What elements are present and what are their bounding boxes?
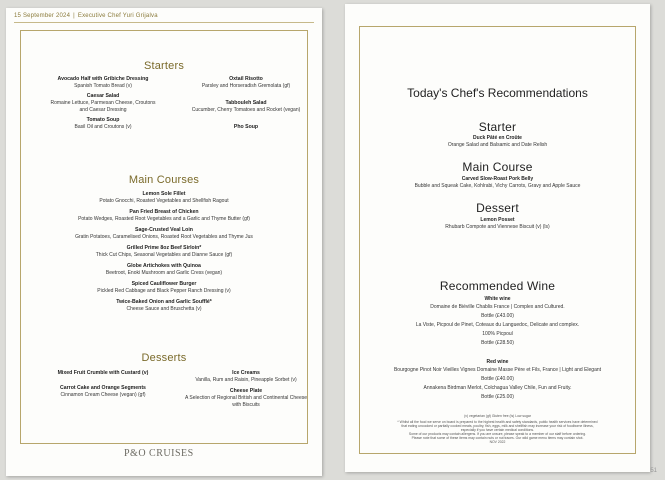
main-courses-heading: Main Courses: [128, 174, 200, 186]
dish-name: Tomato Soup: [86, 117, 120, 123]
desserts-right-column: [171, 370, 321, 412]
starter-item: [28, 76, 178, 90]
rec-starter-desc: Orange Salad and Balsamic and Date Relish: [447, 142, 548, 148]
wine-line: Bottle (£28.50): [481, 340, 514, 346]
footnote: especially if you have certain medical conditions.: [460, 428, 535, 432]
footnote: Please note that some of these items may contain nuts or nut traces. Our wild game menu items may contain shot.: [411, 436, 584, 440]
dish-name: Globe Artichokes with Quinoa: [127, 263, 201, 269]
dish-name: Oxtail Risotto: [229, 76, 263, 82]
dish-desc: Basil Oil and Croutons (v): [74, 124, 132, 130]
dish-name: Pho Soup: [233, 124, 259, 130]
wine-line: Annakena Birdman Merlot, Colchagua Valley Chile, Fun and Fruity.: [423, 385, 572, 391]
main-item: [6, 281, 322, 295]
dish-desc: Gratin Potatoes, Caramelised Onions, Roasted Root Vegetables and Thyme Jus: [75, 234, 253, 240]
rec-main-desc: Bubble and Squeak Cake, Kohlrabi, Vichy Carrots, Gravy and Apple Sauce: [414, 183, 581, 189]
dish-desc: Pickled Red Cabbage and Black Pepper Ranch Dressing (v): [97, 288, 231, 294]
dish-desc: Potato Gnocchi, Roasted Vegetables and Shellfish Ragout: [99, 198, 229, 204]
starter-heading: Starter: [478, 120, 517, 134]
main-item: [6, 263, 322, 277]
starters-left-column: [28, 76, 178, 134]
rec-main-name: Carved Slow-Roast Pork Belly: [461, 176, 534, 182]
dish-desc: Cinnamon Cream Cheese (vegan) (gf): [60, 392, 146, 398]
wine-line: Bottle (£43.00): [481, 313, 514, 319]
dessert-heading: Dessert: [476, 201, 519, 215]
wine-line: Bottle (£25.00): [481, 394, 514, 400]
footnote: (v) vegetarian (gf) Gluten free (ls) Low sugar: [464, 414, 531, 418]
dish-name: Spiced Cauliflower Burger: [131, 281, 197, 287]
starter-item: [28, 93, 178, 114]
main-courses-list: [6, 191, 322, 317]
header-chef: Executive Chef Yuri Grijalva: [77, 13, 158, 19]
dish-desc: Cheese Sauce and Bruschetta (v): [126, 306, 202, 312]
dish-name: Cheese Plate: [229, 388, 263, 394]
header-separator: |: [73, 13, 75, 19]
po-cruises-logo: P&O CRUISES: [124, 448, 194, 459]
main-course-heading: Main Course: [462, 160, 533, 174]
starters-right-column: [171, 76, 321, 134]
starter-item: [171, 124, 321, 131]
dish-name: Grilled Prime 8oz Beef Sirloin*: [126, 245, 202, 251]
dish-name: Avocado Half with Gribiche Dressing: [57, 76, 149, 82]
dish-name: Pan Fried Breast of Chicken: [129, 209, 199, 215]
dessert-item: [171, 388, 321, 409]
desserts-left-column: [28, 370, 178, 402]
dish-desc: Spanish Tomato Bread (v): [74, 83, 132, 89]
dish-name: Sage-Crusted Veal Loin: [135, 227, 193, 233]
dessert-item: [28, 385, 178, 399]
footnote: Some of our products may contain allergens. If you are unsure, please speak to a member of our staff before ordering.: [408, 432, 587, 436]
dish-desc: Parsley and Horseradish Gremolata (gf): [201, 83, 291, 89]
footnote: * Whilst all the food we serve on board is prepared to the highest health and safety standards, public health services have determined: [397, 420, 598, 424]
main-item: [6, 245, 322, 259]
starter-item: [171, 100, 321, 114]
dish-name: Lemon Sole Fillet: [142, 191, 186, 197]
starter-item: [28, 117, 178, 131]
right-recommendations-page: [345, 4, 650, 472]
dish-desc: Potato Wedges, Roasted Root Vegetables and a Garlic and Thyme Butter (gf): [78, 216, 250, 222]
left-menu-page: [6, 8, 322, 476]
dish-desc: Vanilla, Rum and Raisin, Pineapple Sorbet (v): [195, 377, 297, 383]
wine-line: Bottle (£40.00): [481, 376, 514, 382]
rec-starter-name: Duck Pâté en Croûte: [473, 135, 522, 141]
wine-line: Bourgogne Pinot Noir Vieilles Vignes Domaine Masse Père et Fils, France | Light and Elegant: [393, 367, 602, 373]
header-divider: [14, 22, 314, 23]
wine-line: 100% Picpoul: [482, 331, 513, 337]
dish-name: Ice Creams: [232, 370, 260, 376]
page-number: 51: [650, 468, 657, 474]
main-item: [6, 209, 322, 223]
dessert-item: [171, 370, 321, 384]
dessert-item: [28, 370, 178, 377]
dish-desc: A Selection of Regional British and Continental Cheese with Biscuits: [184, 395, 308, 408]
desserts-heading: Desserts: [141, 352, 187, 364]
dish-name: Tabbouleh Salad: [225, 100, 267, 106]
header-date: 15 September 2024: [14, 13, 71, 19]
rec-dessert-name: Lemon Posset: [480, 217, 515, 223]
wine-heading: Recommended Wine: [439, 279, 556, 293]
dish-name: Mixed Fruit Crumble with Custard (v): [57, 370, 149, 376]
footnote: that eating uncooked or partially cooked meats, poultry, fish, eggs, milk and shellfish may increase your risk of foodborne illness,: [401, 424, 594, 428]
main-item: [6, 299, 322, 313]
wine-line: Domaine de Biéville Chablis France | Complex and Cultured.: [430, 304, 565, 310]
rec-dessert-desc: Rhubarb Compote and Viennese Biscuit (v) (ls): [445, 224, 550, 230]
dish-desc: Cucumber, Cherry Tomatoes and Rocket (vegan): [191, 107, 301, 113]
wine-line: La Viste, Picpoul de Pinet, Coteaux du Languedoc, Delicate and complex.: [415, 322, 580, 328]
dish-desc: Thick Cut Chips, Seasonal Vegetables and Dianne Sauce (gf): [95, 252, 233, 258]
page-header: [14, 13, 158, 19]
dish-desc: Romaine Lettuce, Parmesan Cheese, Croutons and Caesar Dressing: [50, 100, 156, 113]
recommendations-title: Today's Chef's Recommendations: [407, 86, 588, 100]
main-item: [6, 227, 322, 241]
red-wine-label: Red wine: [486, 359, 509, 365]
footnote: NOV 2022: [489, 440, 506, 444]
starter-item: [171, 76, 321, 90]
dish-name: Carrot Cake and Orange Segments: [60, 385, 146, 391]
main-item: [6, 191, 322, 205]
dish-name: Twice-Baked Onion and Garlic Soufflé*: [116, 299, 212, 305]
white-wine-label: White wine: [484, 296, 511, 302]
dish-name: Caesar Salad: [86, 93, 120, 99]
starters-heading: Starters: [143, 60, 185, 72]
dish-desc: Beetroot, Enoki Mushroom and Garlic Cress (vegan): [105, 270, 223, 276]
